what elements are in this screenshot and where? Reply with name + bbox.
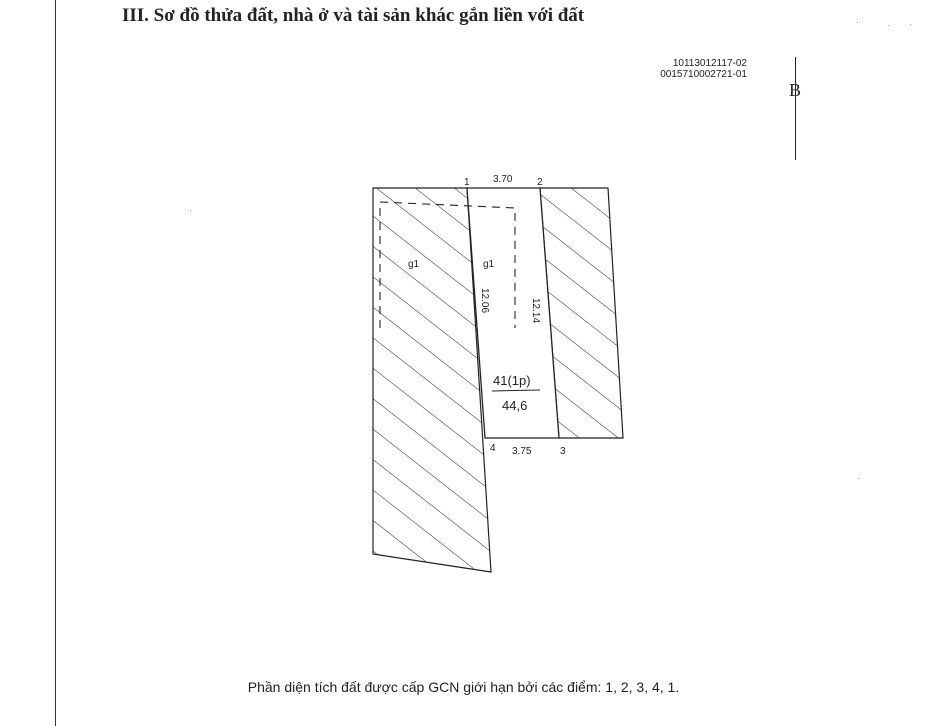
parcel-diagram-svg bbox=[340, 160, 640, 580]
point-label-2: 2 bbox=[537, 177, 543, 188]
edge-length-left: 12.06 bbox=[479, 288, 490, 314]
scan-speck bbox=[857, 22, 858, 23]
point-label-1: 1 bbox=[464, 177, 470, 188]
edge-length-right: 12.14 bbox=[530, 298, 541, 324]
neighbor-left-label: g1 bbox=[408, 259, 420, 270]
scan-speck bbox=[190, 210, 191, 211]
edge-length-top: 3.70 bbox=[493, 174, 513, 185]
point-label-4: 4 bbox=[490, 443, 496, 454]
point-label-3: 3 bbox=[560, 446, 566, 457]
footer-note: Phần diện tích đất được cấp GCN giới hạn bởi các điểm: 1, 2, 3, 4, 1. bbox=[247, 679, 680, 695]
document-codes bbox=[600, 58, 747, 80]
page-margin-line bbox=[55, 0, 56, 726]
scan-speck bbox=[910, 24, 911, 25]
inner-label: g1 bbox=[483, 259, 495, 270]
parcel-number: 41(1p) bbox=[493, 373, 531, 388]
scan-speck bbox=[858, 478, 859, 479]
parcel-area: 44,6 bbox=[502, 398, 528, 413]
parcel-diagram bbox=[340, 160, 640, 585]
section-title: III. Sơ đồ thửa đất, nhà ở và tài sản khác gắn liền với đất bbox=[122, 5, 585, 26]
scan-speck bbox=[888, 25, 889, 26]
code-line-2: 0015710002721-01 bbox=[660, 69, 747, 80]
north-arrow-label: B bbox=[789, 80, 802, 100]
code-line-1: 10113012117-02 bbox=[672, 58, 747, 69]
edge-length-bottom: 3.75 bbox=[512, 446, 532, 457]
north-arrow-line bbox=[795, 57, 796, 160]
